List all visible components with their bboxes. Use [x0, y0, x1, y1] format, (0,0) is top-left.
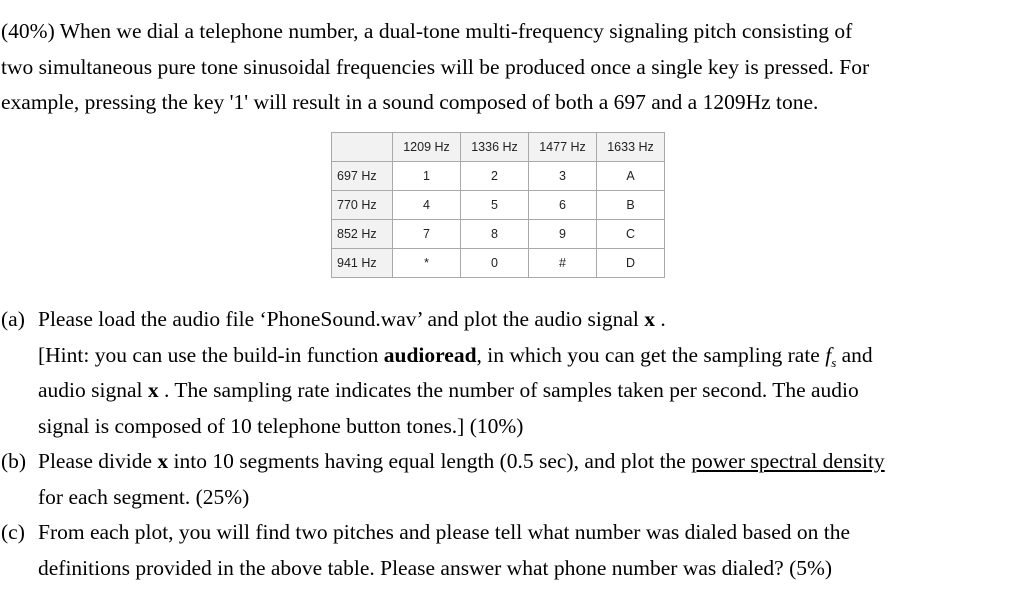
table-cell: 3: [529, 162, 597, 191]
psd-term: power spectral density: [691, 449, 885, 473]
column-header: 1209 Hz: [393, 133, 461, 162]
question-text: .: [655, 307, 666, 331]
signal-symbol: x: [644, 307, 656, 331]
row-header: 852 Hz: [332, 220, 393, 249]
table-cell: 4: [393, 191, 461, 220]
question-label: (b): [1, 449, 27, 473]
dtmf-frequency-table: [331, 132, 665, 278]
question-text: for each segment. (25%): [38, 484, 250, 509]
question-list: [1, 302, 1006, 586]
question-label: (a): [1, 307, 25, 331]
table-cell: 8: [461, 220, 529, 249]
table-row: [332, 162, 665, 191]
column-header: 1633 Hz: [597, 133, 665, 162]
table-cell: B: [597, 191, 665, 220]
column-header: 1477 Hz: [529, 133, 597, 162]
hint-line: [Hint: you can use the build-in function audioread, in which you can get the sampling rate $f_s$ and: [38, 342, 873, 370]
table-cell: A: [597, 162, 665, 191]
question-text: definitions provided in the above table. Please answer what phone number was dialed? (5%): [38, 555, 833, 580]
question-text: From each plot, you will find two pitches and please tell what number was dialed based on the: [38, 520, 851, 544]
intro-line: example, pressing the key '1' will result in a sound composed of both a 697 and a 1209Hz tone.: [1, 90, 819, 114]
function-name: audioread: [383, 342, 477, 367]
table-cell: 7: [393, 220, 461, 249]
signal-symbol: x: [147, 378, 159, 402]
table-cell: 1: [393, 162, 461, 191]
question-c: [1, 515, 1006, 551]
table-cell: 2: [461, 162, 529, 191]
column-header: 1336 Hz: [461, 133, 529, 162]
question-text: Please load the audio file ‘PhoneSound.wav’ and plot the audio signal: [38, 307, 645, 331]
sampling-rate-symbol: $f_s$: [825, 342, 837, 370]
intro-line: two simultaneous pure tone sinusoidal frequencies will be produced once a single key is pressed. For: [1, 54, 870, 79]
row-header: 770 Hz: [332, 191, 393, 220]
question-b: (b) Please divide x into 10 segments having equal length (0.5 sec), and plot the power spectral density: [1, 444, 1006, 480]
table-cell: 0: [461, 249, 529, 278]
signal-symbol: x: [157, 449, 169, 473]
table-cell: *: [393, 249, 461, 278]
table-cell: #: [529, 249, 597, 278]
table-row: [332, 249, 665, 278]
table-cell: D: [597, 249, 665, 278]
intro-line: (40%) When we dial a telephone number, a dual-tone multi-frequency signaling pitch consisting of: [1, 19, 853, 43]
row-header: 941 Hz: [332, 249, 393, 278]
table-cell: 9: [529, 220, 597, 249]
question-a: [1, 302, 1006, 338]
hint-line: signal is composed of 10 telephone button tones.] (10%): [38, 413, 524, 438]
table-cell: 5: [461, 191, 529, 220]
table-cell: 6: [529, 191, 597, 220]
question-label: (c): [1, 520, 25, 544]
table-corner-cell: [332, 133, 393, 162]
hint-line: audio signal x . The sampling rate indicates the number of samples taken per second. The audio: [38, 378, 859, 402]
table-cell: C: [597, 220, 665, 249]
row-header: 697 Hz: [332, 162, 393, 191]
intro-paragraph: [1, 14, 1001, 121]
table-row: [332, 191, 665, 220]
table-row: [332, 220, 665, 249]
table-header-row: [332, 133, 665, 162]
